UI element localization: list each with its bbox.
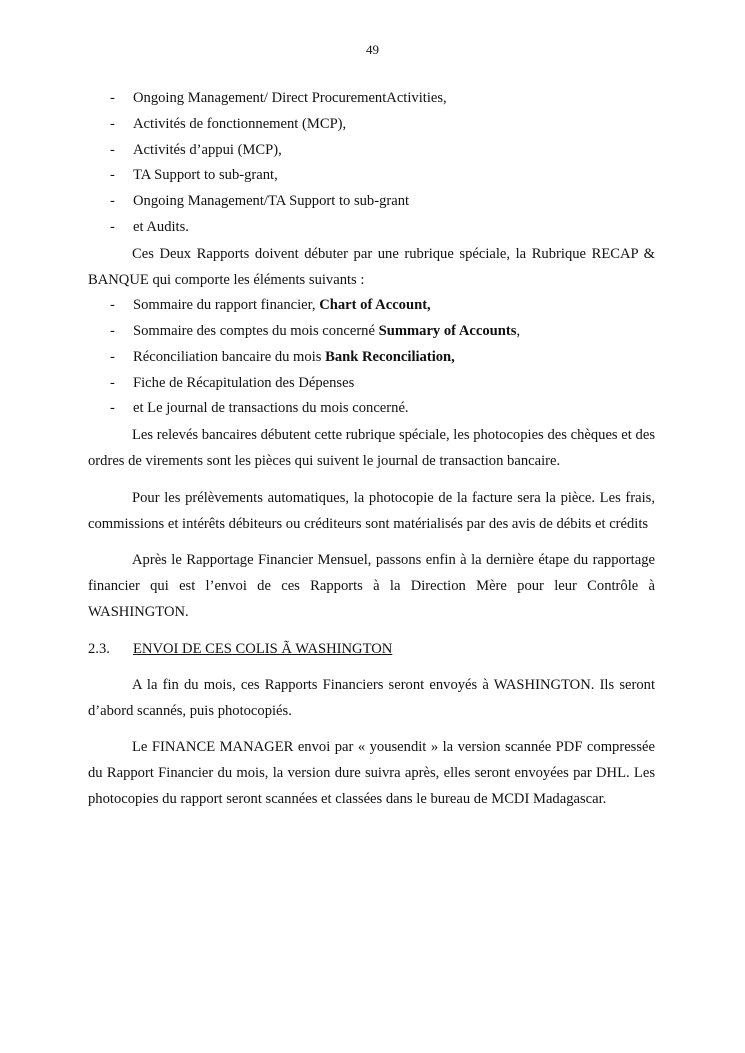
list-item-text: Sommaire des comptes du mois concerné <box>133 322 379 339</box>
paragraph-spacer <box>88 662 655 672</box>
list-dash: - <box>110 167 115 184</box>
list-item-text: Sommaire du rapport financier, <box>133 297 320 314</box>
paragraph-fin-mois: A la fin du mois, ces Rapports Financiers seront envoyés à WASHINGTON. Ils seront d’abord scannés, puis photocopiés. <box>88 676 655 719</box>
list-item-text: Réconciliation bancaire du mois <box>133 348 326 365</box>
paragraph-releves: Les relevés bancaires débutent cette rubrique spéciale, les photocopies des chèques et des ordres de virements sont les pièces qui suivent le journal de transaction bancaire. <box>88 427 655 470</box>
list-item-bold: Summary of Accounts <box>378 322 517 339</box>
list-item-suffix: , <box>516 322 521 339</box>
paragraph-prelevements: Pour les prélèvements automatiques, la photocopie de la facture sera la pièce. Les frais, commissions et intérêts débiteurs ou créditeurs sont matérialisés par des avis de débits et crédits <box>88 489 655 532</box>
list-dash: - <box>110 141 115 158</box>
list-item <box>88 215 655 241</box>
list-item <box>88 293 655 319</box>
list-item <box>88 371 655 397</box>
list-item-text: et Le journal de transactions du mois concerné. <box>133 400 409 417</box>
section-title: ENVOI DE CES COLIS Ã WASHINGTON <box>133 640 393 657</box>
list-dash: - <box>110 374 115 391</box>
list-item <box>88 396 655 422</box>
list-dash: - <box>110 348 115 365</box>
list-item <box>88 163 655 189</box>
list-item-text: et Audits. <box>133 218 189 235</box>
list-dash: - <box>110 193 115 210</box>
paragraph-spacer <box>88 537 655 547</box>
list-item-bold: Chart of Account, <box>319 297 431 314</box>
list-dash: - <box>110 115 115 132</box>
paragraph-rapportage: Après le Rapportage Financier Mensuel, passons enfin à la dernière étape du rapportage financier qui est l’envoi de ces Rapports à la Direction Mère pour leur Contrôle à WASHINGTON. <box>88 551 655 621</box>
paragraph-spacer <box>88 626 655 636</box>
list-item-text: Activités d’appui (MCP), <box>133 141 282 158</box>
list-dash: - <box>110 90 115 106</box>
list-item <box>88 86 655 112</box>
list-dash: - <box>110 400 115 417</box>
list-item <box>88 189 655 215</box>
list-item <box>88 138 655 164</box>
paragraph-spacer <box>88 724 655 734</box>
list-item-text: TA Support to sub-grant, <box>133 167 278 184</box>
list-item-text: Ongoing Management/TA Support to sub-grant <box>133 193 410 210</box>
list-item-bold: Bank Reconciliation, <box>325 348 455 365</box>
list-item-text: Fiche de Récapitulation des Dépenses <box>133 374 355 391</box>
activities-list <box>88 86 655 241</box>
list-item <box>88 319 655 345</box>
list-dash: - <box>110 218 115 235</box>
paragraph-finance-manager: Le FINANCE MANAGER envoi par « yousendit » la version scannée PDF compressée du Rapport Financier du mois, la version dure suivra après, elles seront envoyées par DHL. Les photocopies du rapport seront scannées et classées dans le bureau de MCDI Madagascar. <box>88 739 655 808</box>
list-item <box>88 345 655 371</box>
page-number: 49 <box>366 42 379 57</box>
document-body <box>88 86 655 813</box>
list-item <box>88 112 655 138</box>
section-number: 2.3. <box>88 640 110 657</box>
paragraph-spacer <box>88 475 655 485</box>
elements-list <box>88 293 655 422</box>
list-dash: - <box>110 297 115 314</box>
section-heading <box>88 636 655 662</box>
list-dash: - <box>110 322 115 339</box>
list-item-text: Ongoing Management/ Direct ProcurementActivities, <box>133 90 447 106</box>
list-item-text: Activités de fonctionnement (MCP), <box>133 115 347 132</box>
paragraph-recap: Ces Deux Rapports doivent débuter par une rubrique spéciale, la Rubrique RECAP & BANQUE qui comporte les éléments suivants : <box>88 245 655 288</box>
